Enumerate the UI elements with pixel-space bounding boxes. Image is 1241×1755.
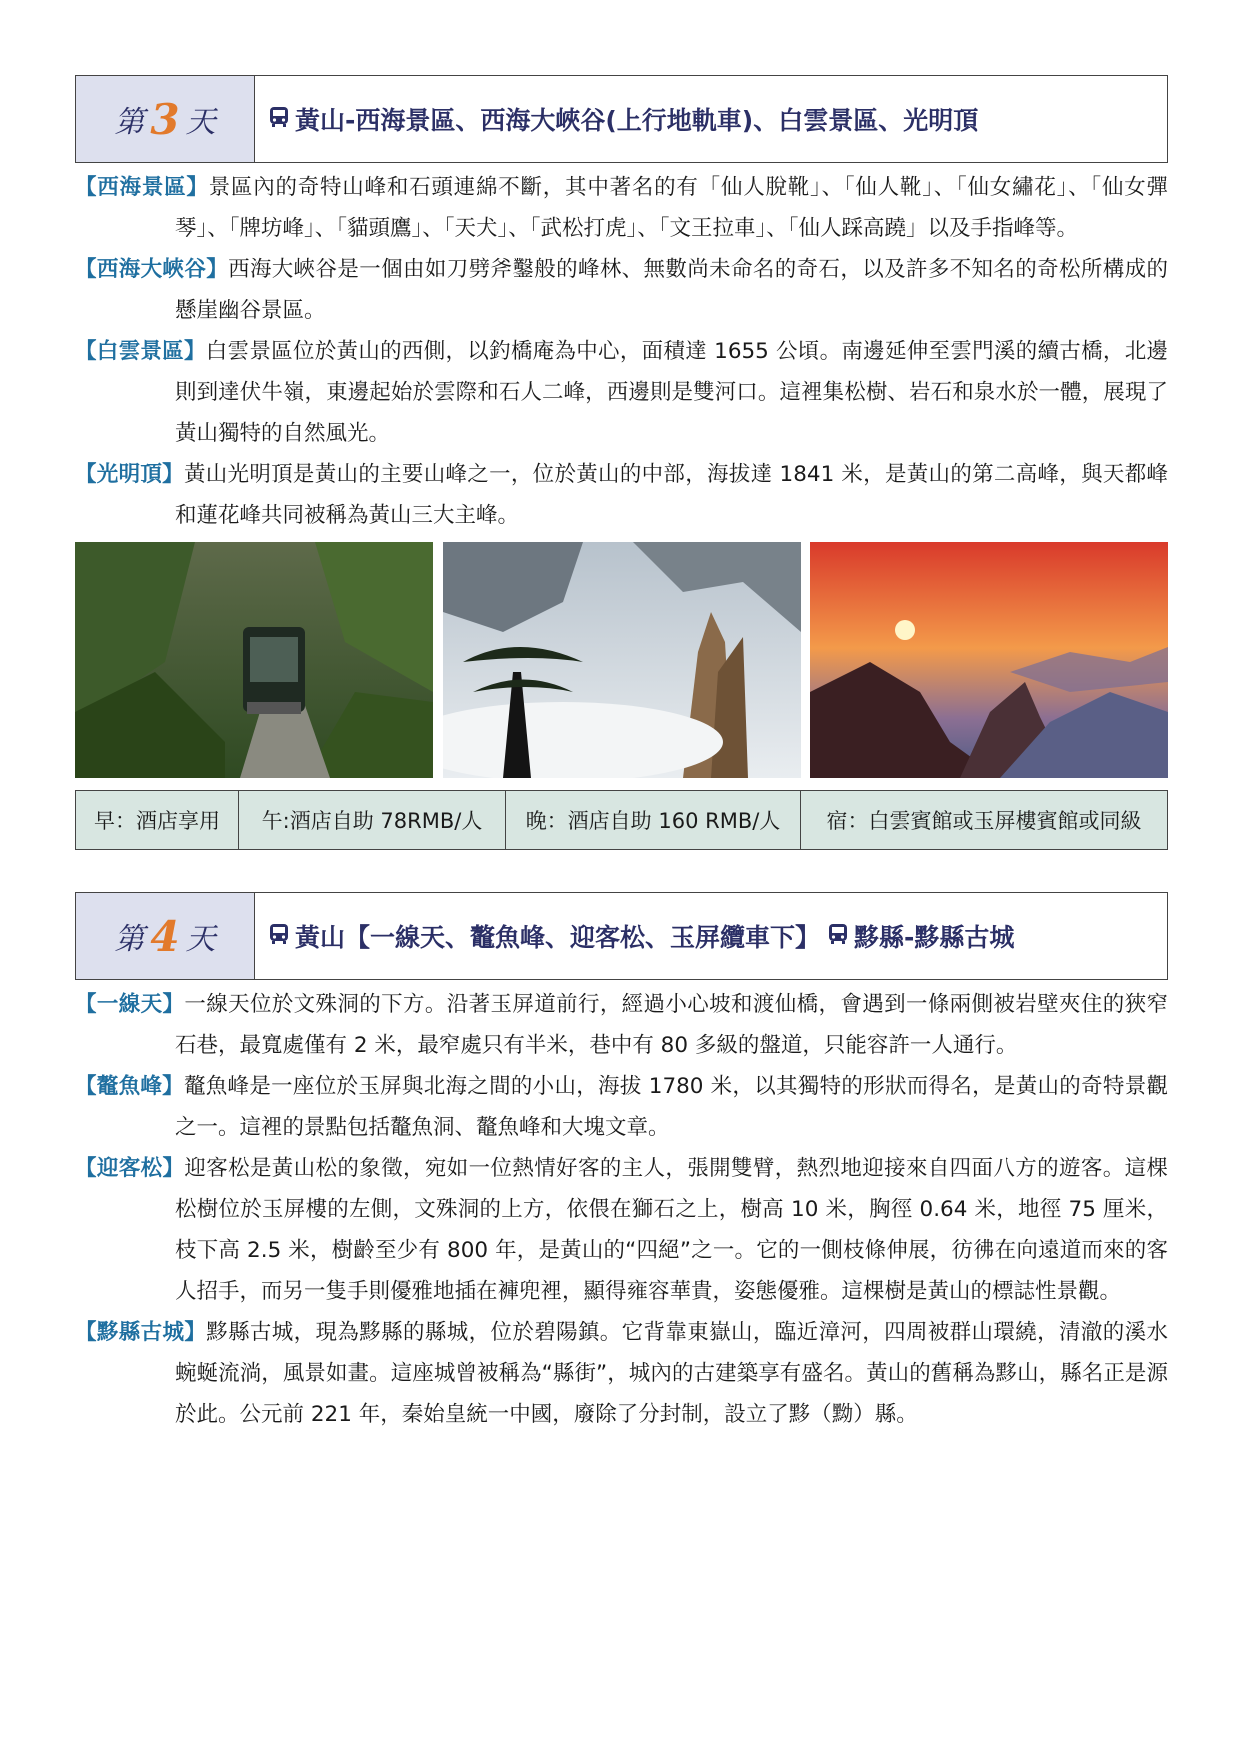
- itinerary-page: [75, 75, 1168, 1435]
- spot-text: 一線天位於文殊洞的下方。沿著玉屏道前行，經過小心坡和渡仙橋，會遇到一條兩側被岩壁夾住的狹窄石巷，最寬處僅有 2 米，最窄處只有半米，巷中有 80 多級的盤道，只能容許一人通行。: [175, 992, 1168, 1058]
- spot-text: 鼇魚峰是一座位於玉屏與北海之間的小山，海拔 1780 米，以其獨特的形狀而得名，是黃山的奇特景觀之一。這裡的景點包括鼇魚洞、鼇魚峰和大塊文章。: [175, 1074, 1168, 1140]
- day3-prefix: 第: [114, 105, 145, 140]
- spot-paragraph: [75, 984, 1168, 1066]
- day3-photo-strip: [75, 542, 1168, 778]
- day4-spots: [75, 984, 1168, 1435]
- bus-icon: [269, 105, 289, 134]
- day3-title-text: 黃山-西海景區、西海大峽谷(上行地軌車)、白雲景區、光明頂: [295, 106, 979, 135]
- dinner-cell: 晚：酒店自助 160 RMB/人: [506, 791, 801, 849]
- spot-paragraph: [75, 249, 1168, 331]
- spot-text: 西海大峽谷是一個由如刀劈斧鑿般的峰林、無數尚未命名的奇石，以及許多不知名的奇松所構成的懸崖幽谷景區。: [175, 257, 1168, 323]
- spot-label: 【一線天】: [75, 992, 185, 1017]
- spot-paragraph: [75, 454, 1168, 536]
- breakfast-cell: 早：酒店享用: [76, 791, 239, 849]
- spot-label: 【白雲景區】: [75, 339, 206, 364]
- funicular-photo: [75, 542, 433, 778]
- spot-label: 【光明頂】: [75, 462, 184, 487]
- spot-paragraph: [75, 1312, 1168, 1435]
- day4-title: [255, 893, 1167, 979]
- spot-label: 【迎客松】: [75, 1156, 185, 1181]
- spot-text: 迎客松是黃山松的象徵，宛如一位熱情好客的主人，張開雙臂，熱烈地迎接來自四面八方的遊客。這棵松樹位於玉屏樓的左側，文殊洞的上方，依偎在獅石之上，樹高 10 米，胸徑 0.64 米，地徑 75 厘米，枝下高 2.5 米，樹齡至少有 800 年，是黃山的“四絕”之一。它的一側枝條伸展，彷彿在向遠道而來的客人招手，而另一隻手則優雅地插在褲兜裡，顯得雍容華貴，姿態優雅。這棵樹是黃山的標誌性景觀。: [175, 1156, 1168, 1304]
- day4-label: [76, 893, 255, 979]
- spot-text: 黃山光明頂是黃山的主要山峰之一，位於黃山的中部，海拔達 1841 米，是黃山的第二高峰，與天都峰和蓮花峰共同被稱為黃山三大主峰。: [175, 462, 1168, 528]
- day4-title-part2: 黟縣-黟縣古城: [854, 923, 1015, 952]
- day4-number: 4: [150, 911, 180, 961]
- day3-meals: [75, 790, 1168, 850]
- day3-header: [75, 75, 1168, 163]
- spot-label: 【鼇魚峰】: [75, 1074, 184, 1099]
- sunset-peaks-photo: [810, 542, 1168, 778]
- day3-number: 3: [150, 94, 180, 144]
- spot-label: 【黟縣古城】: [75, 1320, 207, 1345]
- day3-title: [255, 76, 1167, 162]
- bus-icon: [269, 922, 289, 951]
- spot-paragraph: [75, 167, 1168, 249]
- lodging-cell: 宿：白雲賓館或玉屏樓賓館或同級: [826, 809, 1142, 833]
- spot-label: 【西海景區】: [75, 175, 209, 200]
- spot-text: 景區內的奇特山峰和石頭連綿不斷，其中著名的有「仙人脫靴」、「仙人靴」、「仙女繡花」、「仙女彈琴」、「牌坊峰」、「貓頭鷹」、「天犬」、「武松打虎」、「文王拉車」、「仙人踩高蹺」以及手指峰等。: [175, 175, 1168, 241]
- spot-paragraph: [75, 1148, 1168, 1312]
- bus-icon: [828, 922, 848, 951]
- day4-prefix: 第: [114, 922, 145, 957]
- spot-text: 白雲景區位於黃山的西側，以釣橋庵為中心，面積達 1655 公頃。南邊延伸至雲門溪的續古橋，北邊則到達伏牛嶺，東邊起始於雲際和石人二峰，西邊則是雙河口。這裡集松樹、岩石和泉水於一體，展現了黃山獨特的自然風光。: [175, 339, 1168, 446]
- spot-text: 黟縣古城，現為黟縣的縣城，位於碧陽鎮。它背靠東嶽山，臨近漳河，四周被群山環繞，清澈的溪水蜿蜒流淌，風景如畫。這座城曾被稱為“縣街”，城內的古建築享有盛名。黃山的舊稱為黟山，縣名正是源於此。公元前 221 年，秦始皇統一中國，廢除了分封制，設立了黟（黝）縣。: [175, 1320, 1168, 1427]
- day4-suffix: 天: [185, 922, 216, 957]
- sea-of-clouds-photo: [443, 542, 801, 778]
- day4-title-part1: 黃山【一線天、鼇魚峰、迎客松、玉屏纜車下】: [295, 923, 821, 952]
- spot-paragraph: [75, 1066, 1168, 1148]
- day4-header: [75, 892, 1168, 980]
- spot-label: 【西海大峽谷】: [75, 257, 229, 282]
- day3-label: [76, 76, 255, 162]
- day3-spots: [75, 167, 1168, 536]
- day3-suffix: 天: [185, 105, 216, 140]
- spot-paragraph: [75, 331, 1168, 454]
- lunch-cell: 午:酒店自助 78RMB/人: [239, 791, 506, 849]
